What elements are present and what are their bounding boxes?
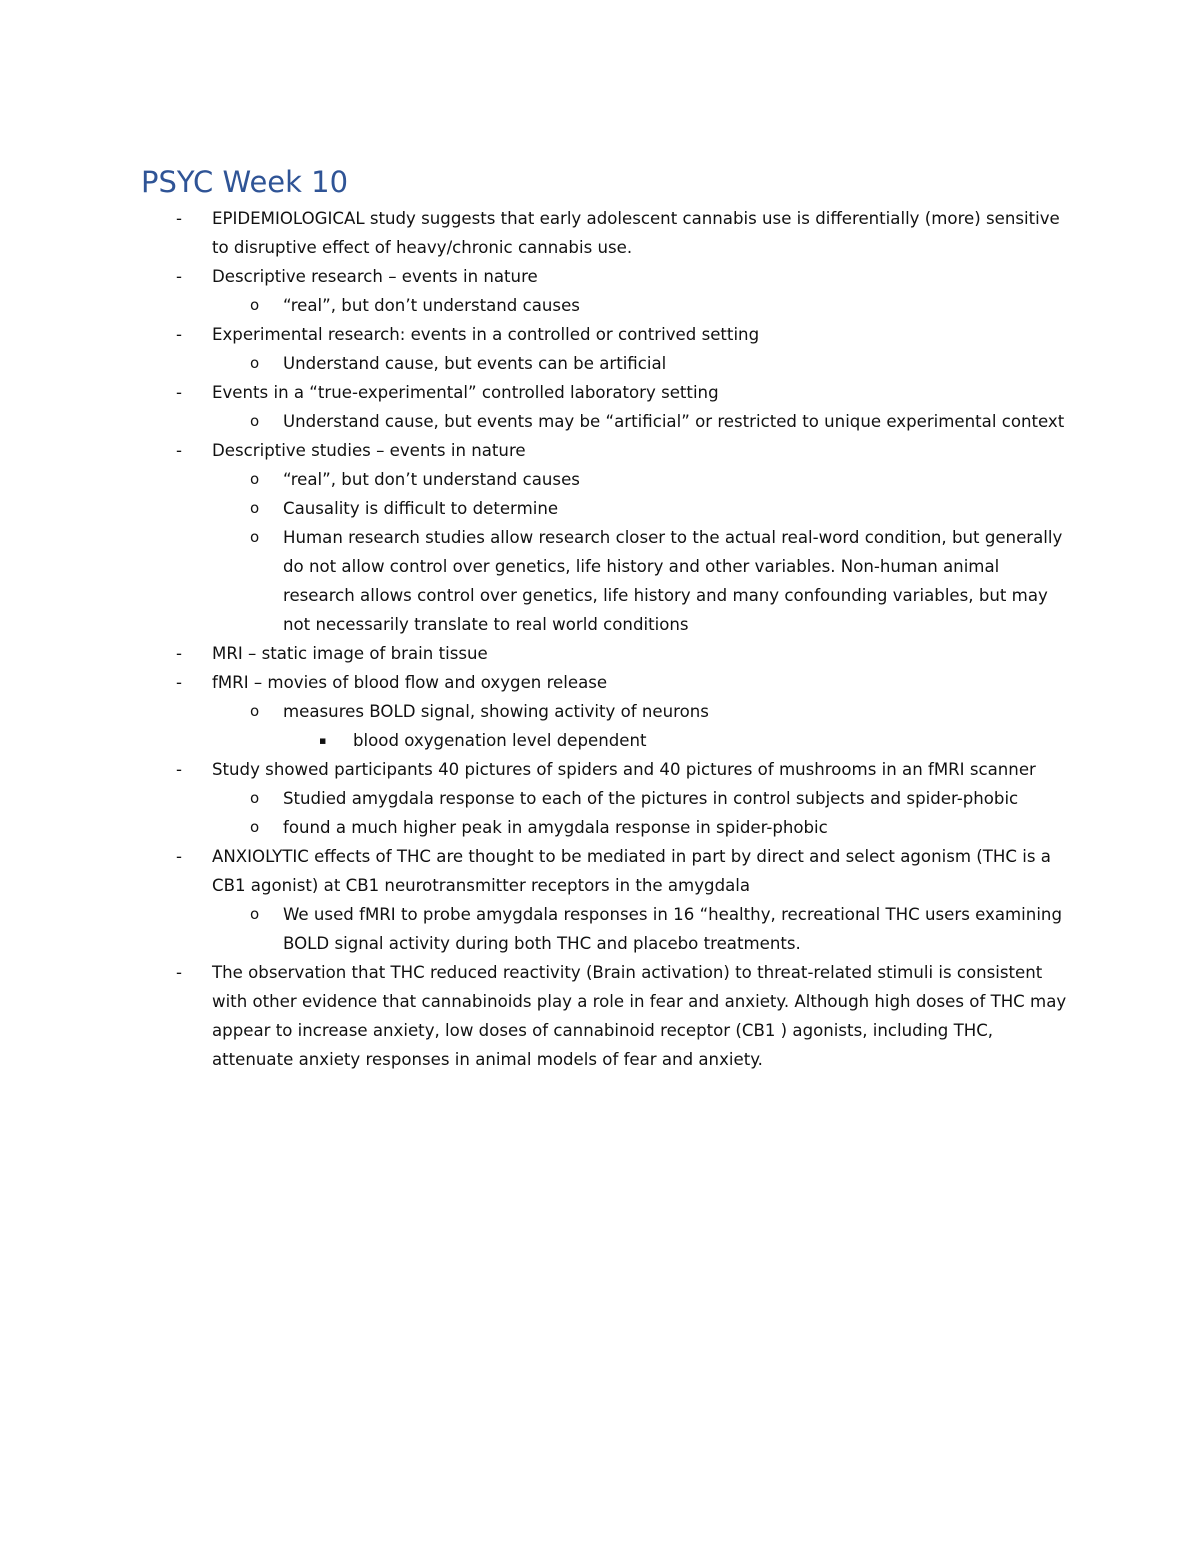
list-item-text: ANXIOLYTIC effects of THC are thought to be mediated in part by direct and select agonism (THC is a CB1 agonist) at CB1 neurotransmitter receptors in the amygdala: [212, 847, 1051, 895]
bullet-marker: o: [250, 296, 260, 314]
bullet-marker: o: [250, 470, 260, 488]
list-item-text: measures BOLD signal, showing activity of neurons: [283, 702, 709, 721]
list-item: [0, 494, 1200, 523]
bullet-marker: -: [176, 760, 182, 779]
list-item-text: Descriptive research – events in nature: [212, 267, 538, 286]
list-item-text: Human research studies allow research closer to the actual real-word condition, but generally do not allow control over genetics, life history and other variables. Non-human animal research allows control over genetics, life history and many confounding variables, but may not necessarily translate to real world conditions: [283, 528, 1063, 634]
list-item: [0, 784, 1200, 813]
list-item-text: blood oxygenation level dependent: [353, 731, 647, 750]
list-item-text: MRI – static image of brain tissue: [212, 644, 488, 663]
list-item: [0, 639, 1200, 668]
bullet-marker: -: [176, 644, 182, 663]
bullet-marker: -: [176, 441, 182, 460]
bullet-marker: -: [176, 209, 182, 228]
list-item-text: “real”, but don’t understand causes: [283, 470, 580, 489]
list-item-text: Causality is difficult to determine: [283, 499, 559, 518]
document-title: PSYC Week 10: [141, 165, 349, 199]
bullet-marker: o: [250, 499, 260, 517]
list-item: [0, 320, 1200, 349]
list-item-text: “real”, but don’t understand causes: [283, 296, 580, 315]
bullet-marker: -: [176, 673, 182, 692]
list-item: [0, 378, 1200, 407]
list-item-text: Experimental research: events in a controlled or contrived setting: [212, 325, 760, 344]
bullet-marker: o: [250, 818, 260, 836]
list-item: [0, 407, 1200, 436]
list-item-text: Studied amygdala response to each of the pictures in control subjects and spider-phobic: [283, 789, 1019, 808]
list-item: [0, 523, 1200, 639]
list-item: [0, 291, 1200, 320]
list-item-text: EPIDEMIOLOGICAL study suggests that early adolescent cannabis use is differentially (more) sensitive to disruptive effect of heavy/chronic cannabis use.: [212, 209, 1060, 257]
list-item-text: Descriptive studies – events in nature: [212, 441, 526, 460]
list-item: [0, 668, 1200, 697]
bullet-marker: o: [250, 702, 260, 720]
bullet-marker: ▪: [319, 734, 327, 747]
list-item: [0, 958, 1200, 1074]
list-item: [0, 465, 1200, 494]
notes-list: [0, 204, 1200, 1074]
list-item-text: Understand cause, but events may be “artificial” or restricted to unique experimental context: [283, 412, 1065, 431]
bullet-marker: o: [250, 354, 260, 372]
bullet-marker: o: [250, 789, 260, 807]
list-item: [0, 697, 1200, 726]
list-item: [0, 726, 1200, 755]
list-item-text: We used fMRI to probe amygdala responses in 16 “healthy, recreational THC users examining BOLD signal activity during both THC and placebo treatments.: [283, 905, 1062, 953]
bullet-marker: o: [250, 412, 260, 430]
bullet-marker: -: [176, 847, 182, 866]
list-item: [0, 262, 1200, 291]
list-item-text: The observation that THC reduced reactivity (Brain activation) to threat-related stimuli is consistent with other evidence that cannabinoids play a role in fear and anxiety. Although high doses of THC may appear to increase anxiety, low doses of cannabinoid receptor (CB1 ) agonists, including THC, attenuate anxiety responses in animal models of fear and anxiety.: [212, 963, 1067, 1069]
list-item: [0, 349, 1200, 378]
bullet-marker: o: [250, 905, 260, 923]
list-item-text: Events in a “true-experimental” controlled laboratory setting: [212, 383, 719, 402]
list-item: [0, 436, 1200, 465]
list-item-text: found a much higher peak in amygdala response in spider-phobic: [283, 818, 828, 837]
list-item: [0, 755, 1200, 784]
list-item-text: Study showed participants 40 pictures of spiders and 40 pictures of mushrooms in an fMRI scanner: [212, 760, 1036, 779]
list-item-text: Understand cause, but events can be artificial: [283, 354, 667, 373]
bullet-marker: -: [176, 383, 182, 402]
bullet-marker: -: [176, 325, 182, 344]
list-item: [0, 842, 1200, 900]
list-item: [0, 900, 1200, 958]
bullet-marker: o: [250, 528, 260, 546]
bullet-marker: -: [176, 963, 182, 982]
list-item: [0, 204, 1200, 262]
bullet-marker: -: [176, 267, 182, 286]
list-item: [0, 813, 1200, 842]
list-item-text: fMRI – movies of blood flow and oxygen release: [212, 673, 608, 692]
